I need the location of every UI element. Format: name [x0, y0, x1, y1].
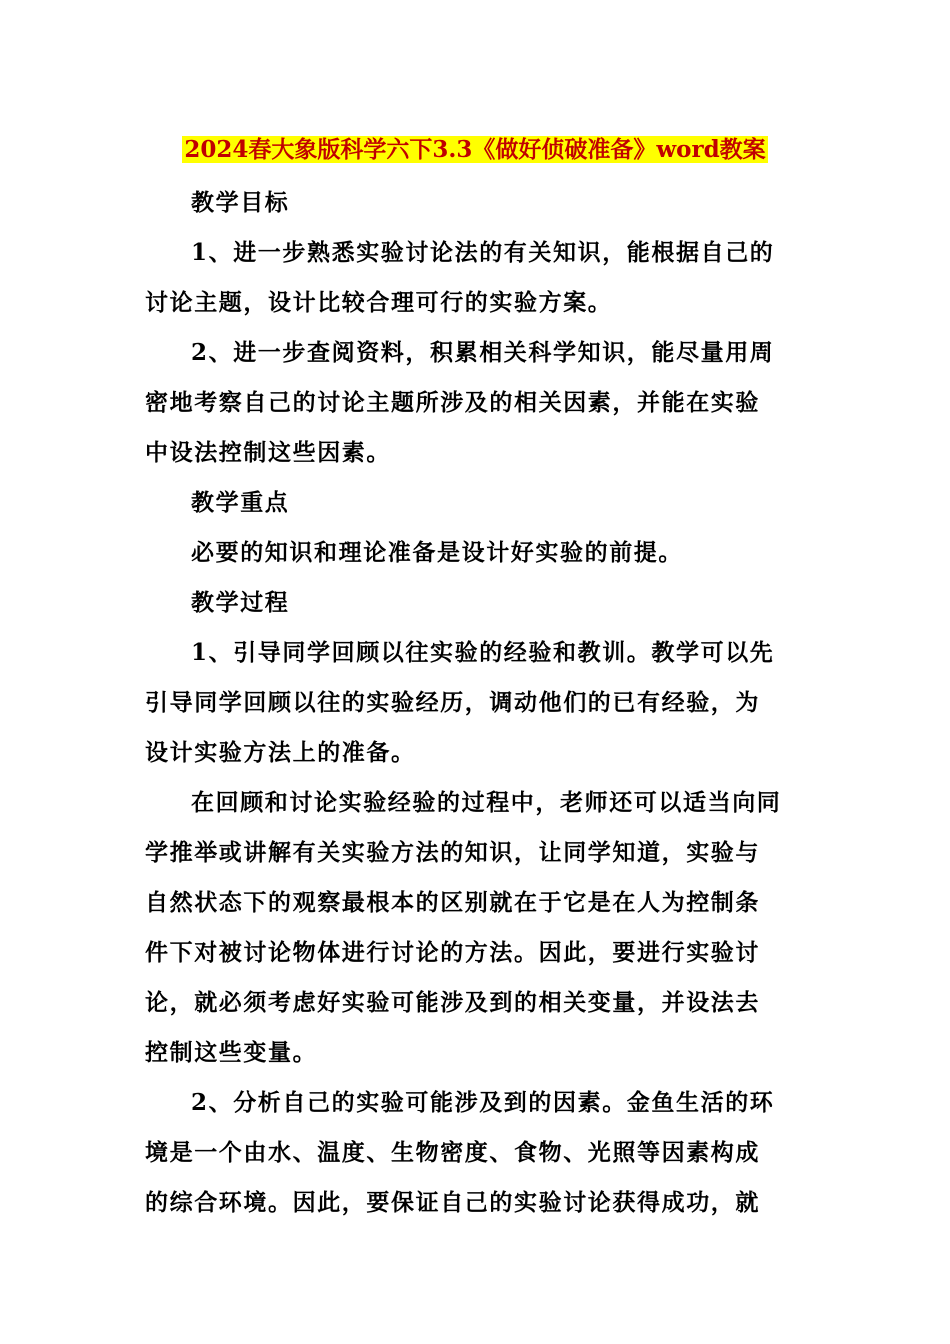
text-line: 在回顾和讨论实验经验的过程中，老师还可以适当向同 [191, 789, 782, 816]
text-line: 的综合环境。因此，要保证自己的实验讨论获得成功，就 [145, 1189, 760, 1216]
text-line: 密地考察自己的讨论主题所涉及的相关因素，并能在实验 [145, 389, 760, 416]
text-line: 境是一个由水、温度、生物密度、食物、光照等因素构成 [145, 1139, 760, 1166]
text-line: 教学过程 [191, 589, 290, 616]
text-line: 论，就必须考虑好实验可能涉及到的相关变量，并设法去 [145, 989, 760, 1016]
text-line: 件下对被讨论物体进行讨论的方法。因此，要进行实验讨 [145, 939, 760, 966]
text-line: 教学目标 [191, 189, 290, 216]
text-line: 讨论主题，设计比较合理可行的实验方案。 [145, 289, 613, 316]
text-line: 2、分析自己的实验可能涉及到的因素。金鱼生活的环 [191, 1089, 775, 1116]
document-title [0, 132, 950, 168]
text-line: 教学重点 [191, 489, 290, 516]
text-line: 学推举或讲解有关实验方法的知识，让同学知道，实验与 [145, 839, 760, 866]
text-line: 控制这些变量。 [145, 1039, 318, 1066]
text-line: 1、进一步熟悉实验讨论法的有关知识，能根据自己的 [191, 239, 775, 266]
text-line: 必要的知识和理论准备是设计好实验的前提。 [191, 539, 683, 566]
document-title-text: 2024春大象版科学六下3.3《做好侦破准备》word教案 [184, 136, 766, 163]
text-line: 自然状态下的观察最根本的区别就在于它是在人为控制条 [145, 889, 760, 916]
text-line: 中设法控制这些因素。 [145, 439, 391, 466]
text-line: 设计实验方法上的准备。 [145, 739, 416, 766]
text-line: 引导同学回顾以往的实验经历，调动他们的已有经验，为 [145, 689, 760, 716]
document-body [145, 178, 805, 1228]
text-line: 1、引导同学回顾以往实验的经验和教训。教学可以先 [191, 639, 775, 666]
text-line: 2、进一步查阅资料，积累相关科学知识，能尽量用周 [191, 339, 775, 366]
